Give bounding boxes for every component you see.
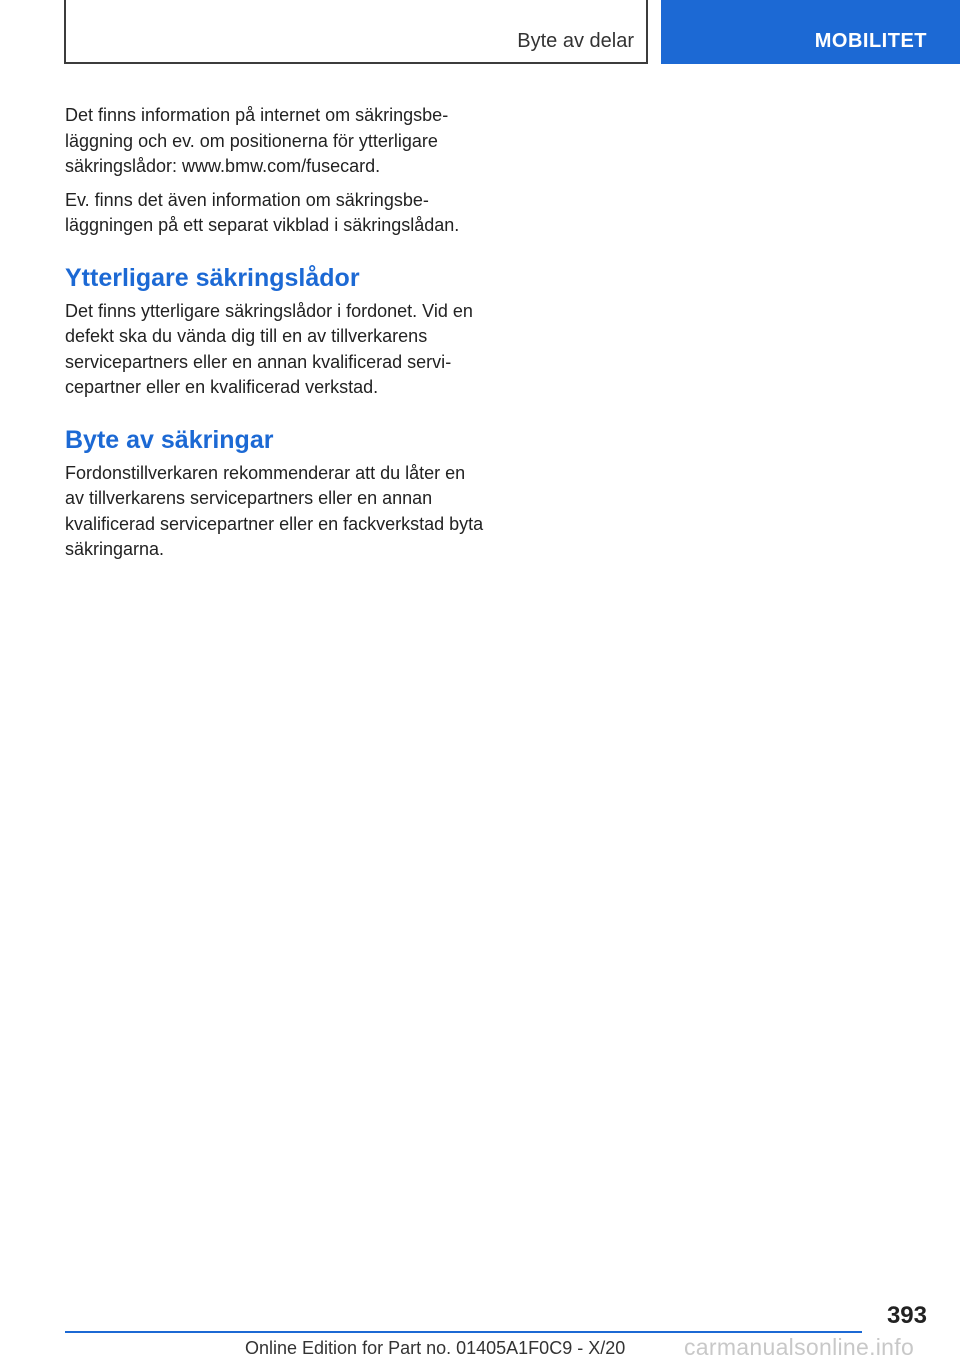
intro-paragraph-1: Det finns information på internet om säkringsbeläggning och ev. om positionerna för ytterligare säkringslådor: www.bmw.com/fusecard. xyxy=(65,105,449,176)
section-title: Byte av delar xyxy=(517,30,634,52)
page-number: 393 xyxy=(886,1302,927,1329)
footer-divider xyxy=(65,1331,862,1333)
section-heading-replace-fuses: Byte av säkringar xyxy=(65,425,274,454)
header-section-box xyxy=(64,0,648,64)
page-content xyxy=(65,103,485,571)
intro-paragraph-2: Ev. finns det även information om säkringsbeläggningen på ett separat vikblad i säkringslådan. xyxy=(65,189,460,235)
chapter-tab-label: MOBILITET xyxy=(814,30,927,52)
footer-edition-text: Online Edition for Part no. 01405A1F0C9 - X/20 xyxy=(245,1338,626,1358)
chapter-tab xyxy=(661,0,960,64)
section-heading-extra-fuse-boxes: Ytterligare säkringslådor xyxy=(65,263,360,292)
watermark: carmanualsonline.info xyxy=(684,1334,915,1360)
section-body-extra-fuse-boxes: Det finns ytterligare säkringslådor i fordonet. Vid en defekt ska du vända dig till en av tillverkarens servicepartners eller en annan kvalificerad servicepartner eller en kvalificerad verkstad. xyxy=(65,300,473,397)
section-body-replace-fuses: Fordonstillverkaren rekommenderar att du låter en av tillverkarens servicepartners eller en annan kvalificerad servicepartner eller en fackverkstad byta säkringarna. xyxy=(65,462,484,559)
